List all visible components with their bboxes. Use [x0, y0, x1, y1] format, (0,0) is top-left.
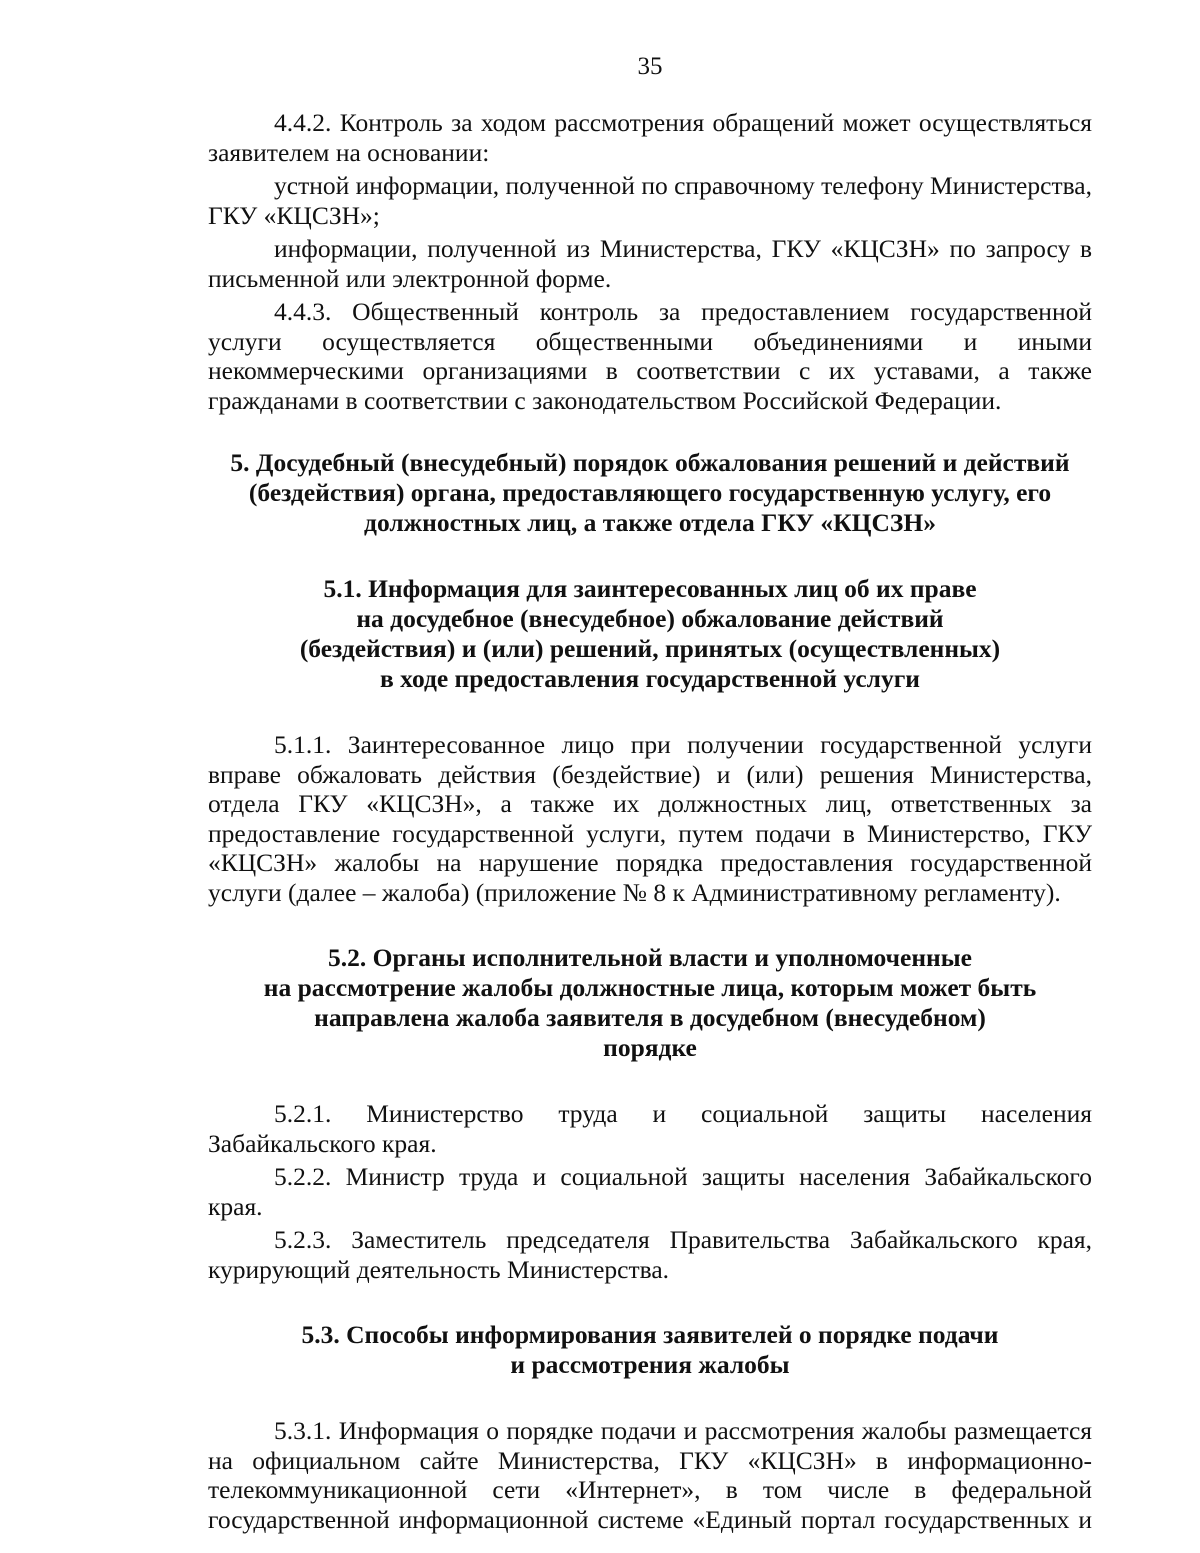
- heading-line: направлена жалоба заявителя в досудебном (внесудебном): [314, 1003, 986, 1032]
- document-body: [208, 108, 1092, 1534]
- section-5-2-heading: [208, 943, 1092, 1063]
- heading-line: 5.1. Информация для заинтересованных лиц об их праве: [323, 574, 977, 603]
- heading-line: 5.2. Органы исполнительной власти и уполномоченные: [328, 943, 972, 972]
- page-number: 35: [637, 53, 663, 80]
- heading-line: (бездействия) органа, предоставляющего государственную услугу, его: [248, 478, 1052, 507]
- paragraph-5-1-1: 5.1.1. Заинтересованное лицо при получении государственной услуги вправе обжаловать действия (бездействие) и (или) решения Министерства, отдела ГКУ «КЦСЗН», а также их должностных лиц, ответственных за предоставление государственной услуги, путем подачи в Министерство, ГКУ «КЦСЗН» жалобы на нарушение порядка предоставления государственной услуги (далее – жалоба) (приложение № 8 к Административному регламенту).: [208, 730, 1092, 907]
- heading-line: на досудебное (внесудебное) обжалование действий: [356, 604, 944, 633]
- paragraph-4-4-2: 4.4.2. Контроль за ходом рассмотрения обращений может осуществляться заявителем на основании:: [208, 108, 1092, 167]
- section-5-heading: [208, 448, 1092, 538]
- heading-line: (бездействия) и (или) решений, принятых (осуществленных): [299, 634, 1001, 663]
- heading-line: 5.3. Способы информирования заявителей о порядке подачи: [301, 1320, 999, 1349]
- paragraph-5-2-2: 5.2.2. Министр труда и социальной защиты населения Забайкальского края.: [208, 1162, 1092, 1221]
- paragraph-4-4-3: 4.4.3. Общественный контроль за предоставлением государственной услуги осуществляется общественными объединениями и иными некоммерческими организациями в соответствии с их уставами, а также гражданами в соответствии с законодательством Российской Федерации.: [208, 297, 1092, 415]
- heading-line: 5. Досудебный (внесудебный) порядок обжалования решений и действий: [230, 448, 1070, 477]
- heading-line: на рассмотрение жалобы должностные лица, которым может быть: [263, 973, 1037, 1002]
- paragraph-written-info: информации, полученной из Министерства, ГКУ «КЦСЗН» по запросу в письменной или электронной форме.: [208, 234, 1092, 293]
- heading-line: в ходе предоставления государственной услуги: [380, 664, 920, 693]
- paragraph-5-2-1: 5.2.1. Министерство труда и социальной защиты населения Забайкальского края.: [208, 1099, 1092, 1158]
- heading-line: порядке: [603, 1033, 697, 1062]
- section-5-3-heading: [208, 1320, 1092, 1380]
- paragraph-5-3-1: 5.3.1. Информация о порядке подачи и рассмотрения жалобы размещается на официальном сайте Министерства, ГКУ «КЦСЗН» в информационно-телекоммуникационной сети «Интернет», в том числе в федеральной государственной информационной системе «Единый портал государственных и: [208, 1416, 1092, 1534]
- heading-line: должностных лиц, а также отдела ГКУ «КЦСЗН»: [364, 508, 936, 537]
- paragraph-5-2-3: 5.2.3. Заместитель председателя Правительства Забайкальского края, курирующий деятельность Министерства.: [208, 1225, 1092, 1284]
- paragraph-oral-info: устной информации, полученной по справочному телефону Министерства, ГКУ «КЦСЗН»;: [208, 171, 1092, 230]
- heading-line: и рассмотрения жалобы: [510, 1350, 790, 1379]
- section-5-1-heading: [208, 574, 1092, 694]
